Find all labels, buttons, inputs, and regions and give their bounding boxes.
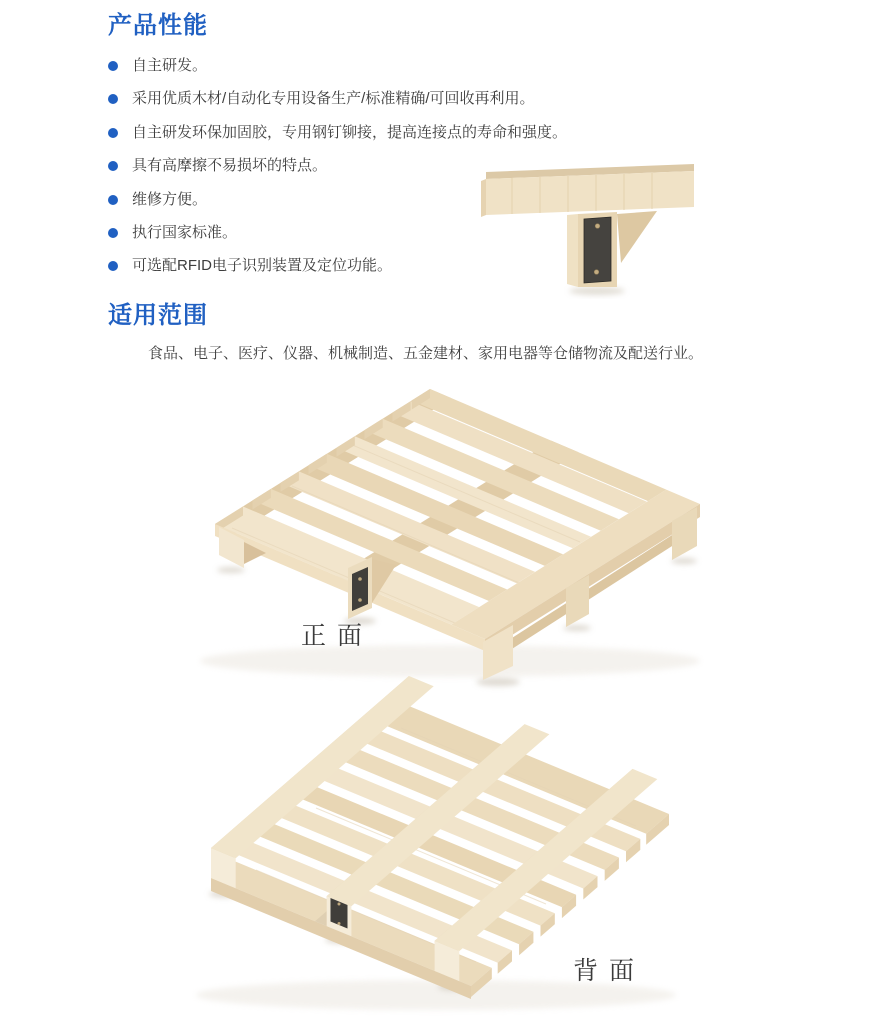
feature-text: 采用优质木材/自动化专用设备生产/标准精确/可回收再利用。 [132,90,535,108]
front-figure-label: 正 面 [301,622,364,650]
bullet-dot-icon [108,61,118,71]
feature-item [108,190,728,210]
pallet-front-photo [200,389,700,686]
bullet-dot-icon [108,128,118,138]
bullet-dot-icon [108,94,118,104]
bullet-dot-icon [108,261,118,271]
feature-item [108,156,728,176]
bullet-dot-icon [108,228,118,238]
scope-section-title: 适用范围 [108,302,208,329]
bullet-dot-icon [108,195,118,205]
feature-item [108,123,728,143]
performance-section-title: 产品性能 [108,12,208,39]
feature-text: 自主研发环保加固胶，专用钢钉铆接，提高连接点的寿命和强度。 [132,123,568,141]
feature-item [108,223,728,243]
bullet-dot-icon [108,161,118,171]
feature-text: 自主研发。 [132,57,208,74]
feature-text: 可选配RFID电子识别装置及定位功能。 [132,257,392,275]
performance-feature-list [108,56,728,290]
feature-text: 执行国家标准。 [132,223,238,241]
scope-text: 食品、电子、医疗、仪器、机械制造、五金建材、家用电器等仓储物流及配送行业。 [148,345,704,362]
center-leg-steel-plate [352,567,368,611]
feature-item [108,56,728,76]
back-figure-label: 背 面 [573,957,636,985]
feature-item [108,256,728,276]
feature-text: 具有高摩擦不易损坏的特点。 [132,157,328,175]
feature-item [108,89,728,109]
feature-text: 维修方便。 [132,190,208,208]
